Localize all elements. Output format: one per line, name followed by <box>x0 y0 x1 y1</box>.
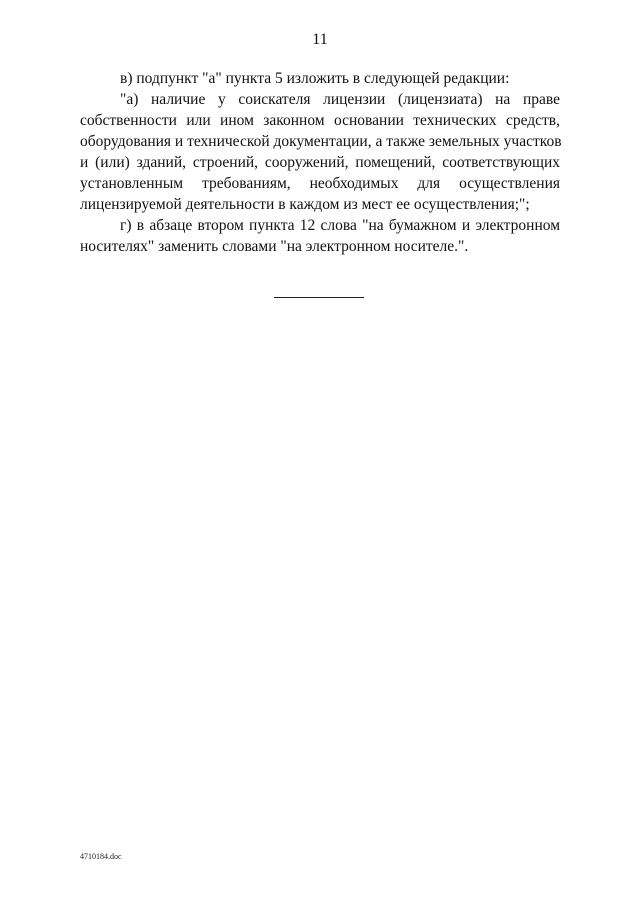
paragraph-a-line: лицензируемой деятельности в каждом из мест ее осуществления;"; <box>80 196 530 213</box>
paragraph-a-line: установленным требованиям, необходимых для осуществления <box>80 175 560 192</box>
paragraph-v <box>80 68 560 89</box>
document-code: 4710184.doc <box>80 852 122 861</box>
separator-line <box>274 297 364 298</box>
paragraph-g <box>80 215 560 257</box>
paragraph-g-line: носителях" заменить словами "на электронном носителе.". <box>80 238 469 255</box>
paragraph-a <box>80 89 560 215</box>
paragraph-a-line: оборудования и технической документации, а также земельных участков <box>80 133 562 150</box>
paragraph-a-line: "а) наличие у соискателя лицензии (лицензиата) на праве <box>120 91 560 108</box>
document-body <box>80 68 560 257</box>
paragraph-a-line: и (или) зданий, строений, сооружений, помещений, соответствующих <box>80 154 560 171</box>
paragraph-a-line: собственности или ином законном основании технических средств, <box>80 112 560 129</box>
paragraph-g-line: г) в абзаце втором пункта 12 слова "на бумажном и электронном <box>120 217 560 234</box>
paragraph-v-line: в) подпункт "а" пункта 5 изложить в следующей редакции: <box>120 70 510 87</box>
page-number: 11 <box>312 31 328 48</box>
